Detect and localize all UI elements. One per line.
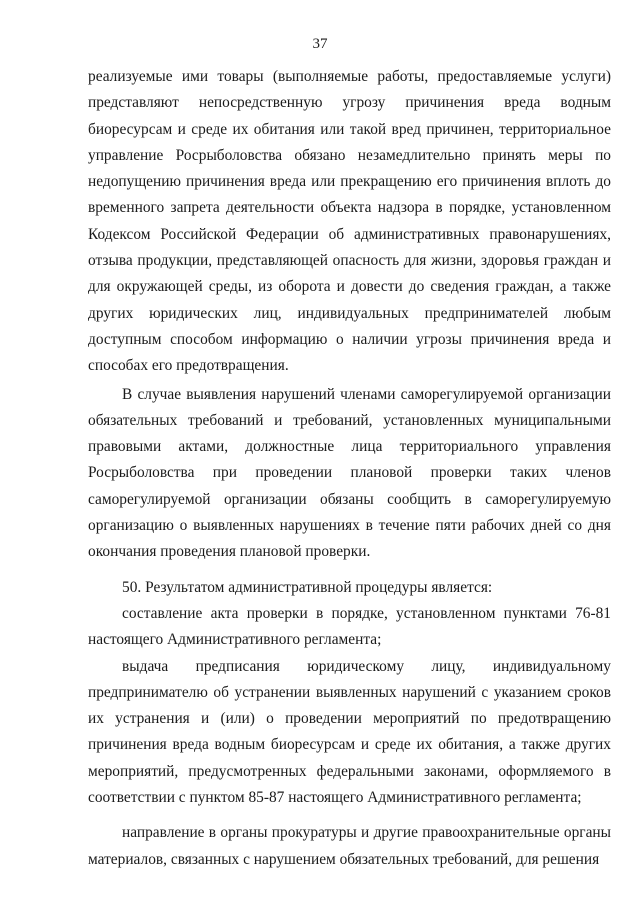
document-body	[88, 64, 611, 873]
page-number: 37	[312, 36, 328, 52]
paragraph-inspection-act: составление акта проверки в порядке, установленном пунктами 76-81 настоящего Административного регламента;	[88, 604, 611, 649]
paragraph-item-50: 50. Результатом административной процедуры является:	[122, 578, 493, 596]
paragraph-continuation: реализуемые ими товары (выполняемые работы, предоставляемые услуги) представляют непосредственную угрозу причинения вреда водным биоресурсам и среде их обитания или такой вред причинен, территориальное управление Росрыболовства обязано незамедлительно принять меры по недопущению причинения вреда или прекращению его причинения вплоть до временного запрета деятельности объекта надзора в порядке, установленном Кодексом Российской Федерации об административных правонарушениях, отзыва продукции, представляющей опасность для жизни, здоровья граждан и для окружающей среды, из оборота и довести до сведения граждан, а также других юридических лиц, индивидуальных предпринимателей любым доступным способом информацию о наличии угрозы причинения вреда и способах его предотвращения.	[88, 68, 611, 375]
paragraph-order-issuance: выдача предписания юридическому лицу, индивидуальному предпринимателю об устранении выявленных нарушений с указанием сроков их устранения и (или) о проведении мероприятий по предотвращению причинения вреда водным биоресурсам и среде их обитания, а также других мероприятий, предусмотренных федеральными законами, оформляемого в соответствии с пунктом 85-87 настоящего Административного регламента;	[88, 657, 611, 807]
paragraph-sro-violations: В случае выявления нарушений членами саморегулируемой организации обязательных требований и требований, установленных муниципальными правовыми актами, должностные лица территориального управления Росрыболовства при проведении плановой проверки таких членов саморегулируемой организации обязаны сообщить в саморегулируемую организацию о выявленных нарушениях в течение пяти рабочих дней со дня окончания проведения плановой проверки.	[88, 385, 611, 561]
paragraph-prosecution-referral: направление в органы прокуратуры и другие правоохранительные органы материалов, связанных с нарушением обязательных требований, для решения	[88, 824, 611, 868]
